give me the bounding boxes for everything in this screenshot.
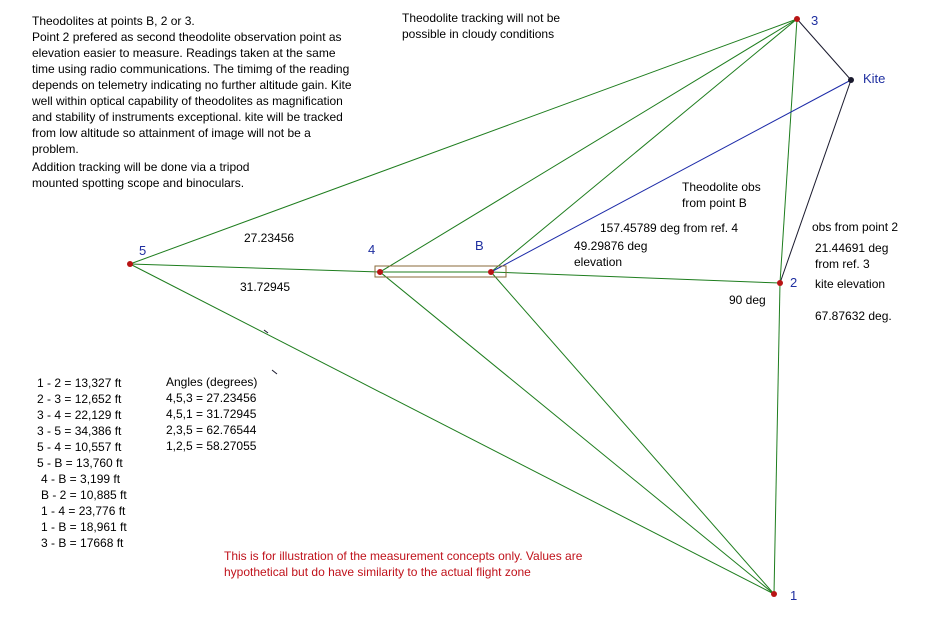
kite-marker: [848, 77, 854, 83]
kite-label: Kite: [863, 71, 886, 86]
disclaimer-line1: This is for illustration of the measurement concepts only. Values are: [224, 549, 583, 563]
line-2-1: [774, 283, 780, 594]
angles-title: Angles (degrees): [166, 375, 258, 389]
point-5-marker: [127, 261, 133, 267]
azimuth-from-4: 157.45789 deg from ref. 4: [600, 221, 739, 235]
elevation-b-label: elevation: [574, 255, 623, 269]
intro-paragraph: Point 2 prefered as second theodolite observation point as elevation easier to measure. Readings taken at the same time using radio communications. The timimg of the reading depends on telemetry indicating no further altitude gain. Kite well within optical capability of theodolites as magnification and stability of instruments exceptional. kite will be tracked from low altitude so attainment of image will not be a problem.: [32, 30, 352, 156]
distance-2-3: 2 - 3 = 12,652 ft: [37, 392, 122, 406]
distance-3-B: 3 - B = 17668 ft: [41, 536, 124, 550]
kite-elevation-value: 67.87632 deg.: [815, 309, 892, 323]
angle-453-label: 27.23456: [244, 231, 295, 245]
point-2-marker: [777, 280, 783, 286]
addition-note-line2: mounted spotting scope and binoculars.: [32, 176, 245, 190]
line-B-kite: [491, 80, 851, 272]
right-angle-label: 90 deg: [729, 293, 766, 307]
angle-item-453: 4,5,3 = 27.23456: [166, 391, 257, 405]
distance-1-B: 1 - B = 18,961 ft: [41, 520, 127, 534]
distance-3-5: 3 - 5 = 34,386 ft: [37, 424, 122, 438]
theodolite-obs-line1: Theodolite obs: [682, 180, 761, 194]
point-1-marker: [771, 591, 777, 597]
azimuth-from-3-label: from ref. 3: [815, 257, 870, 271]
theodolite-obs-line2: from point B: [682, 196, 747, 210]
distance-3-4: 3 - 4 = 22,129 ft: [37, 408, 122, 422]
line-3-kite: [797, 19, 851, 80]
line-B-2: [491, 272, 780, 283]
addition-note-line1: Addition tracking will be done via a tripod: [32, 160, 250, 174]
line-B-1: [491, 272, 774, 594]
line-5-4: [130, 264, 380, 272]
distance-5-B: 5 - B = 13,760 ft: [37, 456, 123, 470]
elevation-b-value: 49.29876 deg: [574, 239, 648, 253]
distance-1-2: 1 - 2 = 13,327 ft: [37, 376, 122, 390]
cloudy-note-line2: possible in cloudy conditions: [402, 27, 555, 41]
point-4-label: 4: [368, 242, 376, 257]
line-3-2: [780, 19, 797, 283]
distance-1-4: 1 - 4 = 23,776 ft: [41, 504, 126, 518]
angle-item-235: 2,3,5 = 62.76544: [166, 423, 257, 437]
intro-title: Theodolites at points B, 2 or 3.: [32, 14, 195, 28]
point-1-label: 1: [790, 588, 798, 603]
angle-item-451: 4,5,1 = 31.72945: [166, 407, 257, 421]
angle-item-125: 1,2,5 = 58.27055: [166, 439, 257, 453]
point-3-marker: [794, 16, 800, 22]
distance-4-B: 4 - B = 3,199 ft: [41, 472, 121, 486]
distance-5-4: 5 - 4 = 10,557 ft: [37, 440, 122, 454]
point-3-label: 3: [811, 13, 819, 28]
point-5-label: 5: [139, 243, 147, 258]
point-B-marker: [488, 269, 494, 275]
tick-mark-b: [272, 370, 277, 374]
distance-B-2: B - 2 = 10,885 ft: [41, 488, 127, 502]
point-4-marker: [377, 269, 383, 275]
point-B-label: B: [475, 238, 484, 253]
azimuth-from-3-value: 21.44691 deg: [815, 241, 889, 255]
point-2-label: 2: [790, 275, 798, 290]
angle-451-label: 31.72945: [240, 280, 291, 294]
disclaimer-line2: hypothetical but do have similarity to the actual flight zone: [224, 565, 531, 579]
obs-point2-title: obs from point 2: [812, 220, 899, 234]
cloudy-note-line1: Theodolite tracking will not be: [402, 11, 561, 25]
kite-elevation-label: kite elevation: [815, 277, 886, 291]
line-4-1: [380, 272, 774, 594]
